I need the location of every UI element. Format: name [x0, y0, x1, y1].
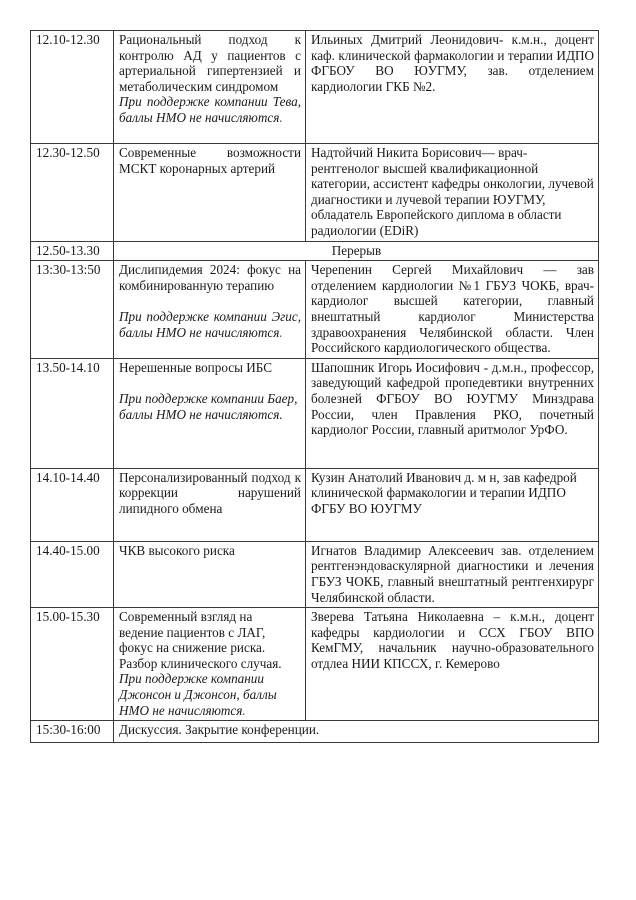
topic-cell — [114, 31, 306, 144]
break-cell: Перерыв — [114, 241, 599, 261]
topic-title: Дислипидемия 2024: фокус на комбинированную терапию — [119, 262, 301, 293]
time-cell: 13.50-14.10 — [31, 358, 114, 468]
sponsor-line: НМО не начисляются. — [119, 702, 246, 718]
speaker-cell: Ильиных Дмитрий Леонидович- к.м.н., доцент каф. клинической фармакологии и терапии ИДПО ФГБОУ ВО ЮУГМУ, зав. отделением кардиологии ГКБ №2. — [306, 31, 599, 144]
time-cell: 14.10-14.40 — [31, 468, 114, 541]
topic-line: фокус на снижение риска. — [119, 640, 266, 656]
closing-cell: Дискуссия. Закрытие конференции. — [114, 721, 599, 743]
topic-cell — [114, 608, 306, 721]
table-row-break — [31, 241, 599, 261]
speaker-cell: Надтойчий Никита Борисович— врач-рентгенолог высшей квалификационной категории, ассистент кафедры онкологии, лучевой диагностики и лучевой терапии ЮУГМУ, обладатель Европейского диплома в области радиологии (EDiR) — [306, 144, 599, 242]
table-row — [31, 468, 599, 541]
sponsor-line: При поддержке компании — [119, 671, 264, 687]
table-row — [31, 541, 599, 607]
time-cell: 12.50-13.30 — [31, 241, 114, 261]
table-row — [31, 358, 599, 468]
speaker-cell: Зверева Татьяна Николаевна – к.м.н., доцент кафедры кардиологии и ССХ ГБОУ ВПО КемГМУ, начальник научно-образовательного отдлеа НИИ КПССХ, г. Кемерово — [306, 608, 599, 721]
time-cell: 15:30-16:00 — [31, 721, 114, 743]
topic-line: Современный взгляд на — [119, 609, 253, 625]
topic-cell: Современные возможности МСКТ коронарных артерий — [114, 144, 306, 242]
time-cell: 12.30-12.50 — [31, 144, 114, 242]
table-row — [31, 144, 599, 242]
speaker-cell: Кузин Анатолий Иванович д. м н, зав кафедрой клинической фармакологии и терапии ИДПО ФГБУ ВО ЮУГМУ — [306, 468, 599, 541]
table-row — [31, 261, 599, 359]
table-row-closing — [31, 721, 599, 743]
table-row — [31, 608, 599, 721]
document-page — [30, 30, 598, 743]
sponsor-note: При поддержке компании Тева, баллы НМО не начисляются. — [119, 94, 301, 125]
speaker-cell: Игнатов Владимир Алексеевич зав. отделением рентгенэндоваскулярной диагностики и лечения ГБУЗ ЧОКБ, главный внештатный рентгенхирург Челябинской области. — [306, 541, 599, 607]
topic-cell: ЧКВ высокого риска — [114, 541, 306, 607]
time-cell: 12.10-12.30 — [31, 31, 114, 144]
topic-cell — [114, 261, 306, 359]
topic-title: Рациональный подход к контролю АД у пациентов с артериальной гипертензией и метаболическим синдромом — [119, 32, 301, 94]
topic-cell: Персонализированный подход к коррекции нарушений липидного обмена — [114, 468, 306, 541]
time-cell: 15.00-15.30 — [31, 608, 114, 721]
table-row — [31, 31, 599, 144]
topic-cell — [114, 358, 306, 468]
sponsor-line: Джонсон и Джонсон, баллы — [119, 687, 277, 703]
schedule-table — [30, 30, 599, 743]
time-cell: 14.40-15.00 — [31, 541, 114, 607]
topic-line: Разбор клинического случая. — [119, 655, 282, 671]
speaker-cell: Шапошник Игорь Иосифович - д.м.н., профессор, заведующий кафедрой пропедевтики внутренних болезней ФГБОУ ВО ЮУГМУ Минздрава России, член Правления РКО, почетный кардиолог России, главный аритмолог УрФО. — [306, 358, 599, 468]
speaker-cell: Черепенин Сергей Михайлович — зав отделением кардиологии №1 ГБУЗ ЧОКБ, врач-кардиолог высшей категории, главный внештатный кардиолог Министерства здравоохранения Челябинской области. Член Российского кардиологического общества. — [306, 261, 599, 359]
topic-title: Нерешенные вопросы ИБС — [119, 359, 273, 375]
sponsor-note: При поддержке компании Баер, баллы НМО не начисляются. — [119, 390, 298, 422]
sponsor-note: При поддержке компании Эгис, баллы НМО не начисляются. — [119, 308, 301, 340]
topic-line: ведение пациентов с ЛАГ, — [119, 624, 266, 640]
time-cell: 13:30-13:50 — [31, 261, 114, 359]
